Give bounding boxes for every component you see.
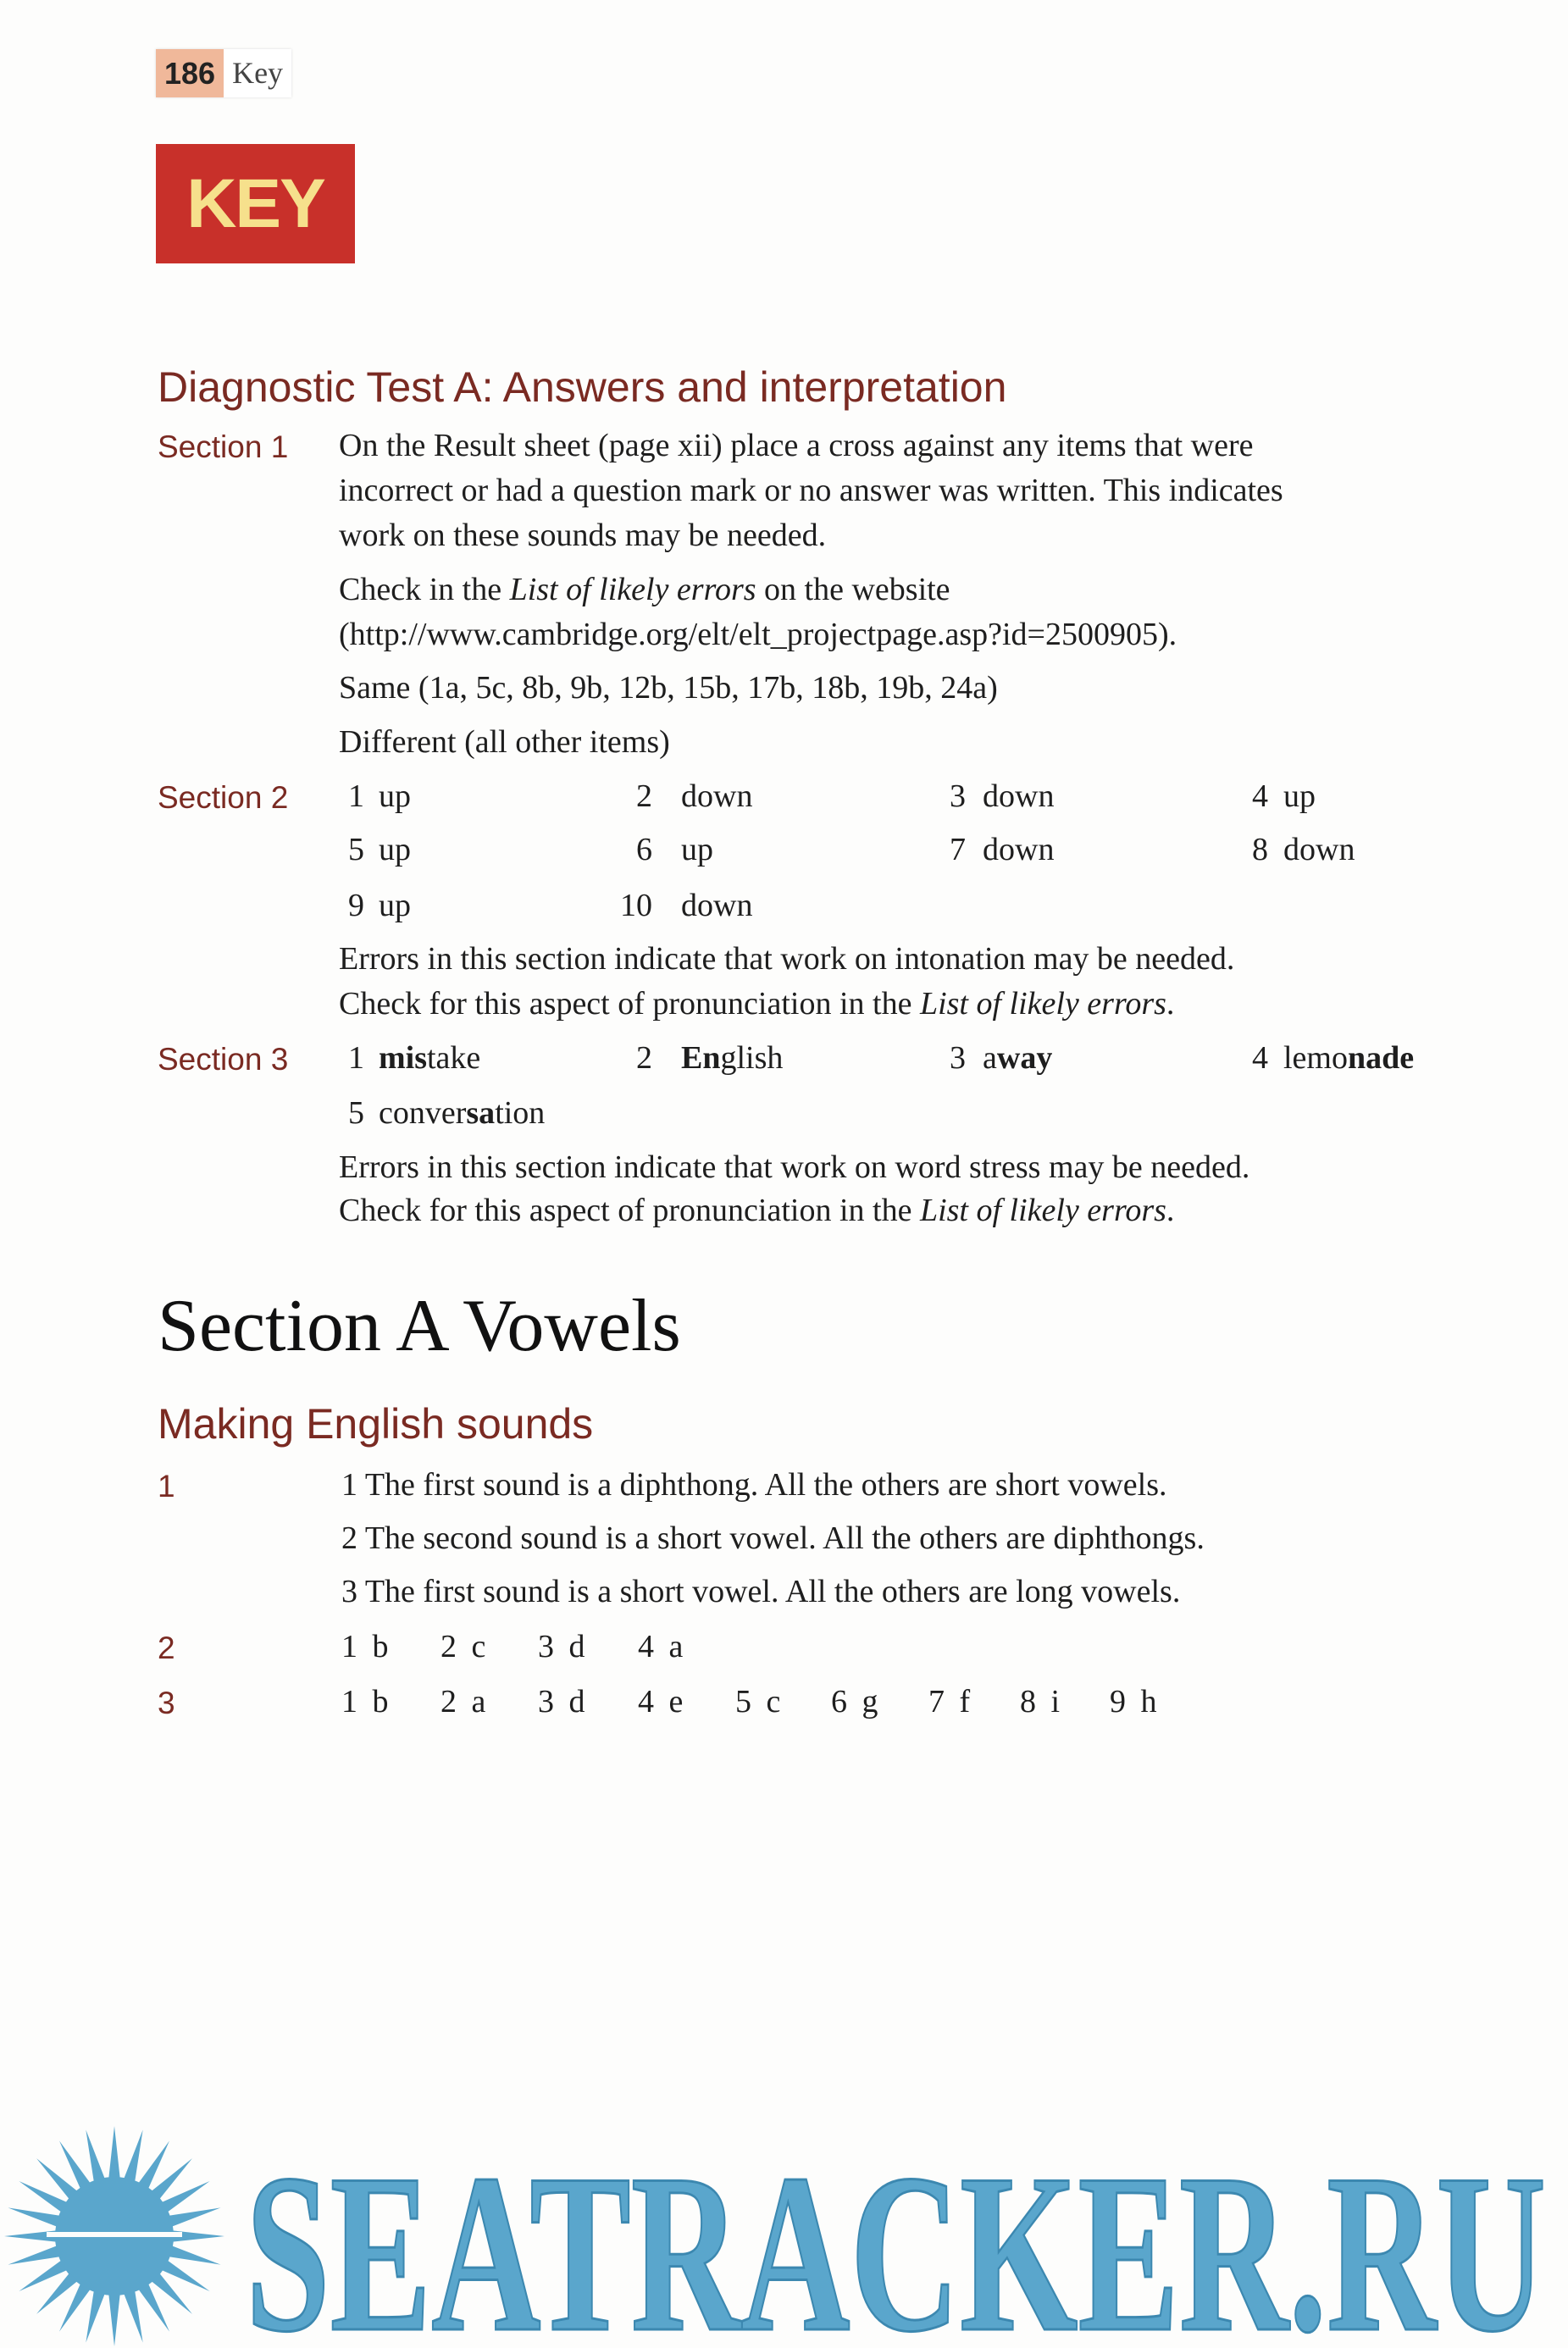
section-1-line: On the Result sheet (page xii) place a cross against any items that were bbox=[339, 428, 1254, 463]
list-of-likely-errors: List of likely errors bbox=[509, 572, 756, 607]
match-answer: 7 f bbox=[928, 1684, 974, 1719]
answer-number: 3 bbox=[950, 778, 966, 814]
answer-direction: up bbox=[379, 778, 411, 814]
answer-direction: up bbox=[681, 832, 713, 867]
word-part: glish bbox=[720, 1040, 784, 1076]
stressed-syllable: nade bbox=[1347, 1040, 1415, 1076]
stressed-syllable: sa bbox=[466, 1095, 496, 1131]
note-text: Check for this aspect of pronunciation in the bbox=[339, 1193, 920, 1228]
answer-word bbox=[681, 1039, 783, 1077]
question-1-item: 3 The first sound is a short vowel. All the others are long vowels. bbox=[341, 1574, 1181, 1609]
answer-number: 10 bbox=[620, 888, 652, 923]
section-1-line: incorrect or had a question mark or no answer was written. This indicates bbox=[339, 473, 1283, 508]
section-a-title: Section A Vowels bbox=[158, 1285, 681, 1367]
answer-number: 4 bbox=[1252, 1040, 1268, 1076]
section-1-line: work on these sounds may be needed. bbox=[339, 518, 827, 553]
check-line bbox=[339, 571, 950, 608]
watermark-text: SEATRACKER.RU bbox=[246, 2127, 1546, 2348]
question-2-label: 2 bbox=[158, 1631, 175, 1665]
answer-number: 6 bbox=[636, 832, 652, 867]
answer-direction: up bbox=[1283, 778, 1316, 814]
sun-icon bbox=[4, 2126, 224, 2346]
website-url[interactable]: (http://www.cambridge.org/elt/elt_projectpage.asp?id=2500905). bbox=[339, 617, 1177, 652]
making-english-sounds-heading: Making English sounds bbox=[158, 1400, 594, 1448]
match-answer: 4 e bbox=[638, 1684, 687, 1719]
match-answer: 2 a bbox=[440, 1684, 490, 1719]
answer-direction: up bbox=[379, 832, 411, 867]
question-1-item: 1 The first sound is a diphthong. All the others are short vowels. bbox=[341, 1467, 1167, 1503]
section-2-note: Errors in this section indicate that work on intonation may be needed. bbox=[339, 941, 1235, 977]
list-of-likely-errors: List of likely errors bbox=[919, 986, 1166, 1022]
answer-number: 8 bbox=[1252, 832, 1268, 867]
answer-direction: down bbox=[681, 888, 753, 923]
match-answer: 9 h bbox=[1110, 1684, 1161, 1719]
answer-number: 2 bbox=[636, 778, 652, 814]
stressed-syllable: En bbox=[681, 1040, 721, 1076]
section-3-label: Section 3 bbox=[158, 1042, 289, 1077]
list-of-likely-errors: List of likely errors bbox=[919, 1193, 1166, 1228]
section-2-note bbox=[339, 985, 1174, 1022]
page-header-tag bbox=[156, 49, 291, 97]
section-2-label: Section 2 bbox=[158, 780, 289, 815]
answer-word bbox=[1283, 1039, 1414, 1077]
answer-direction: down bbox=[1283, 832, 1355, 867]
match-answer: 4 a bbox=[638, 1629, 687, 1664]
match-answer: 6 g bbox=[831, 1684, 882, 1719]
section-1-label: Section 1 bbox=[158, 429, 289, 464]
answer-number: 9 bbox=[348, 888, 364, 923]
match-answer: 3 d bbox=[538, 1684, 589, 1719]
section-3-note: Errors in this section indicate that work on word stress may be needed. bbox=[339, 1149, 1250, 1185]
answer-direction: down bbox=[681, 778, 753, 814]
note-text: . bbox=[1166, 986, 1175, 1022]
answer-word bbox=[379, 1094, 545, 1132]
question-1-item: 2 The second sound is a short vowel. All the others are diphthongs. bbox=[341, 1520, 1205, 1556]
word-part: lemo bbox=[1283, 1040, 1348, 1076]
answer-direction: up bbox=[379, 888, 411, 923]
word-part: take bbox=[427, 1040, 481, 1076]
answer-number: 2 bbox=[636, 1040, 652, 1076]
stressed-syllable: mis bbox=[379, 1040, 427, 1076]
word-part: tion bbox=[495, 1095, 546, 1131]
answer-direction: down bbox=[983, 832, 1055, 867]
answer-number: 4 bbox=[1252, 778, 1268, 814]
answer-word bbox=[983, 1039, 1052, 1077]
match-answer: 1 b bbox=[341, 1629, 392, 1664]
match-answer: 3 d bbox=[538, 1629, 589, 1664]
question-1-label: 1 bbox=[158, 1469, 175, 1503]
different-items: Different (all other items) bbox=[339, 724, 670, 760]
match-answer: 2 c bbox=[440, 1629, 490, 1664]
match-answer: 1 b bbox=[341, 1684, 392, 1719]
answer-number: 7 bbox=[950, 832, 966, 867]
answer-number: 1 bbox=[348, 1040, 364, 1076]
word-part: conver bbox=[379, 1095, 467, 1131]
check-text: Check in the bbox=[339, 572, 510, 607]
answer-number: 1 bbox=[348, 778, 364, 814]
same-items: Same (1a, 5c, 8b, 9b, 12b, 15b, 17b, 18b, 19b, 24a) bbox=[339, 670, 998, 706]
watermark bbox=[0, 2118, 1568, 2348]
answer-direction: down bbox=[983, 778, 1055, 814]
diagnostic-heading: Diagnostic Test A: Answers and interpretation bbox=[158, 363, 1007, 411]
page-number: 186 bbox=[156, 49, 224, 97]
running-title: Key bbox=[224, 49, 291, 97]
answer-number: 5 bbox=[348, 832, 364, 867]
answer-word bbox=[379, 1039, 480, 1077]
note-text: Check for this aspect of pronunciation in the bbox=[339, 986, 920, 1022]
match-answer: 8 i bbox=[1020, 1684, 1064, 1719]
question-3-label: 3 bbox=[158, 1686, 175, 1720]
check-text: on the website bbox=[756, 572, 950, 607]
word-part: a bbox=[983, 1040, 997, 1076]
note-text: . bbox=[1166, 1193, 1175, 1228]
answer-number: 3 bbox=[950, 1040, 966, 1076]
answer-number: 5 bbox=[348, 1095, 364, 1131]
key-banner: KEY bbox=[156, 144, 355, 263]
section-3-note bbox=[339, 1192, 1174, 1229]
stressed-syllable: way bbox=[996, 1040, 1053, 1076]
match-answer: 5 c bbox=[735, 1684, 784, 1719]
